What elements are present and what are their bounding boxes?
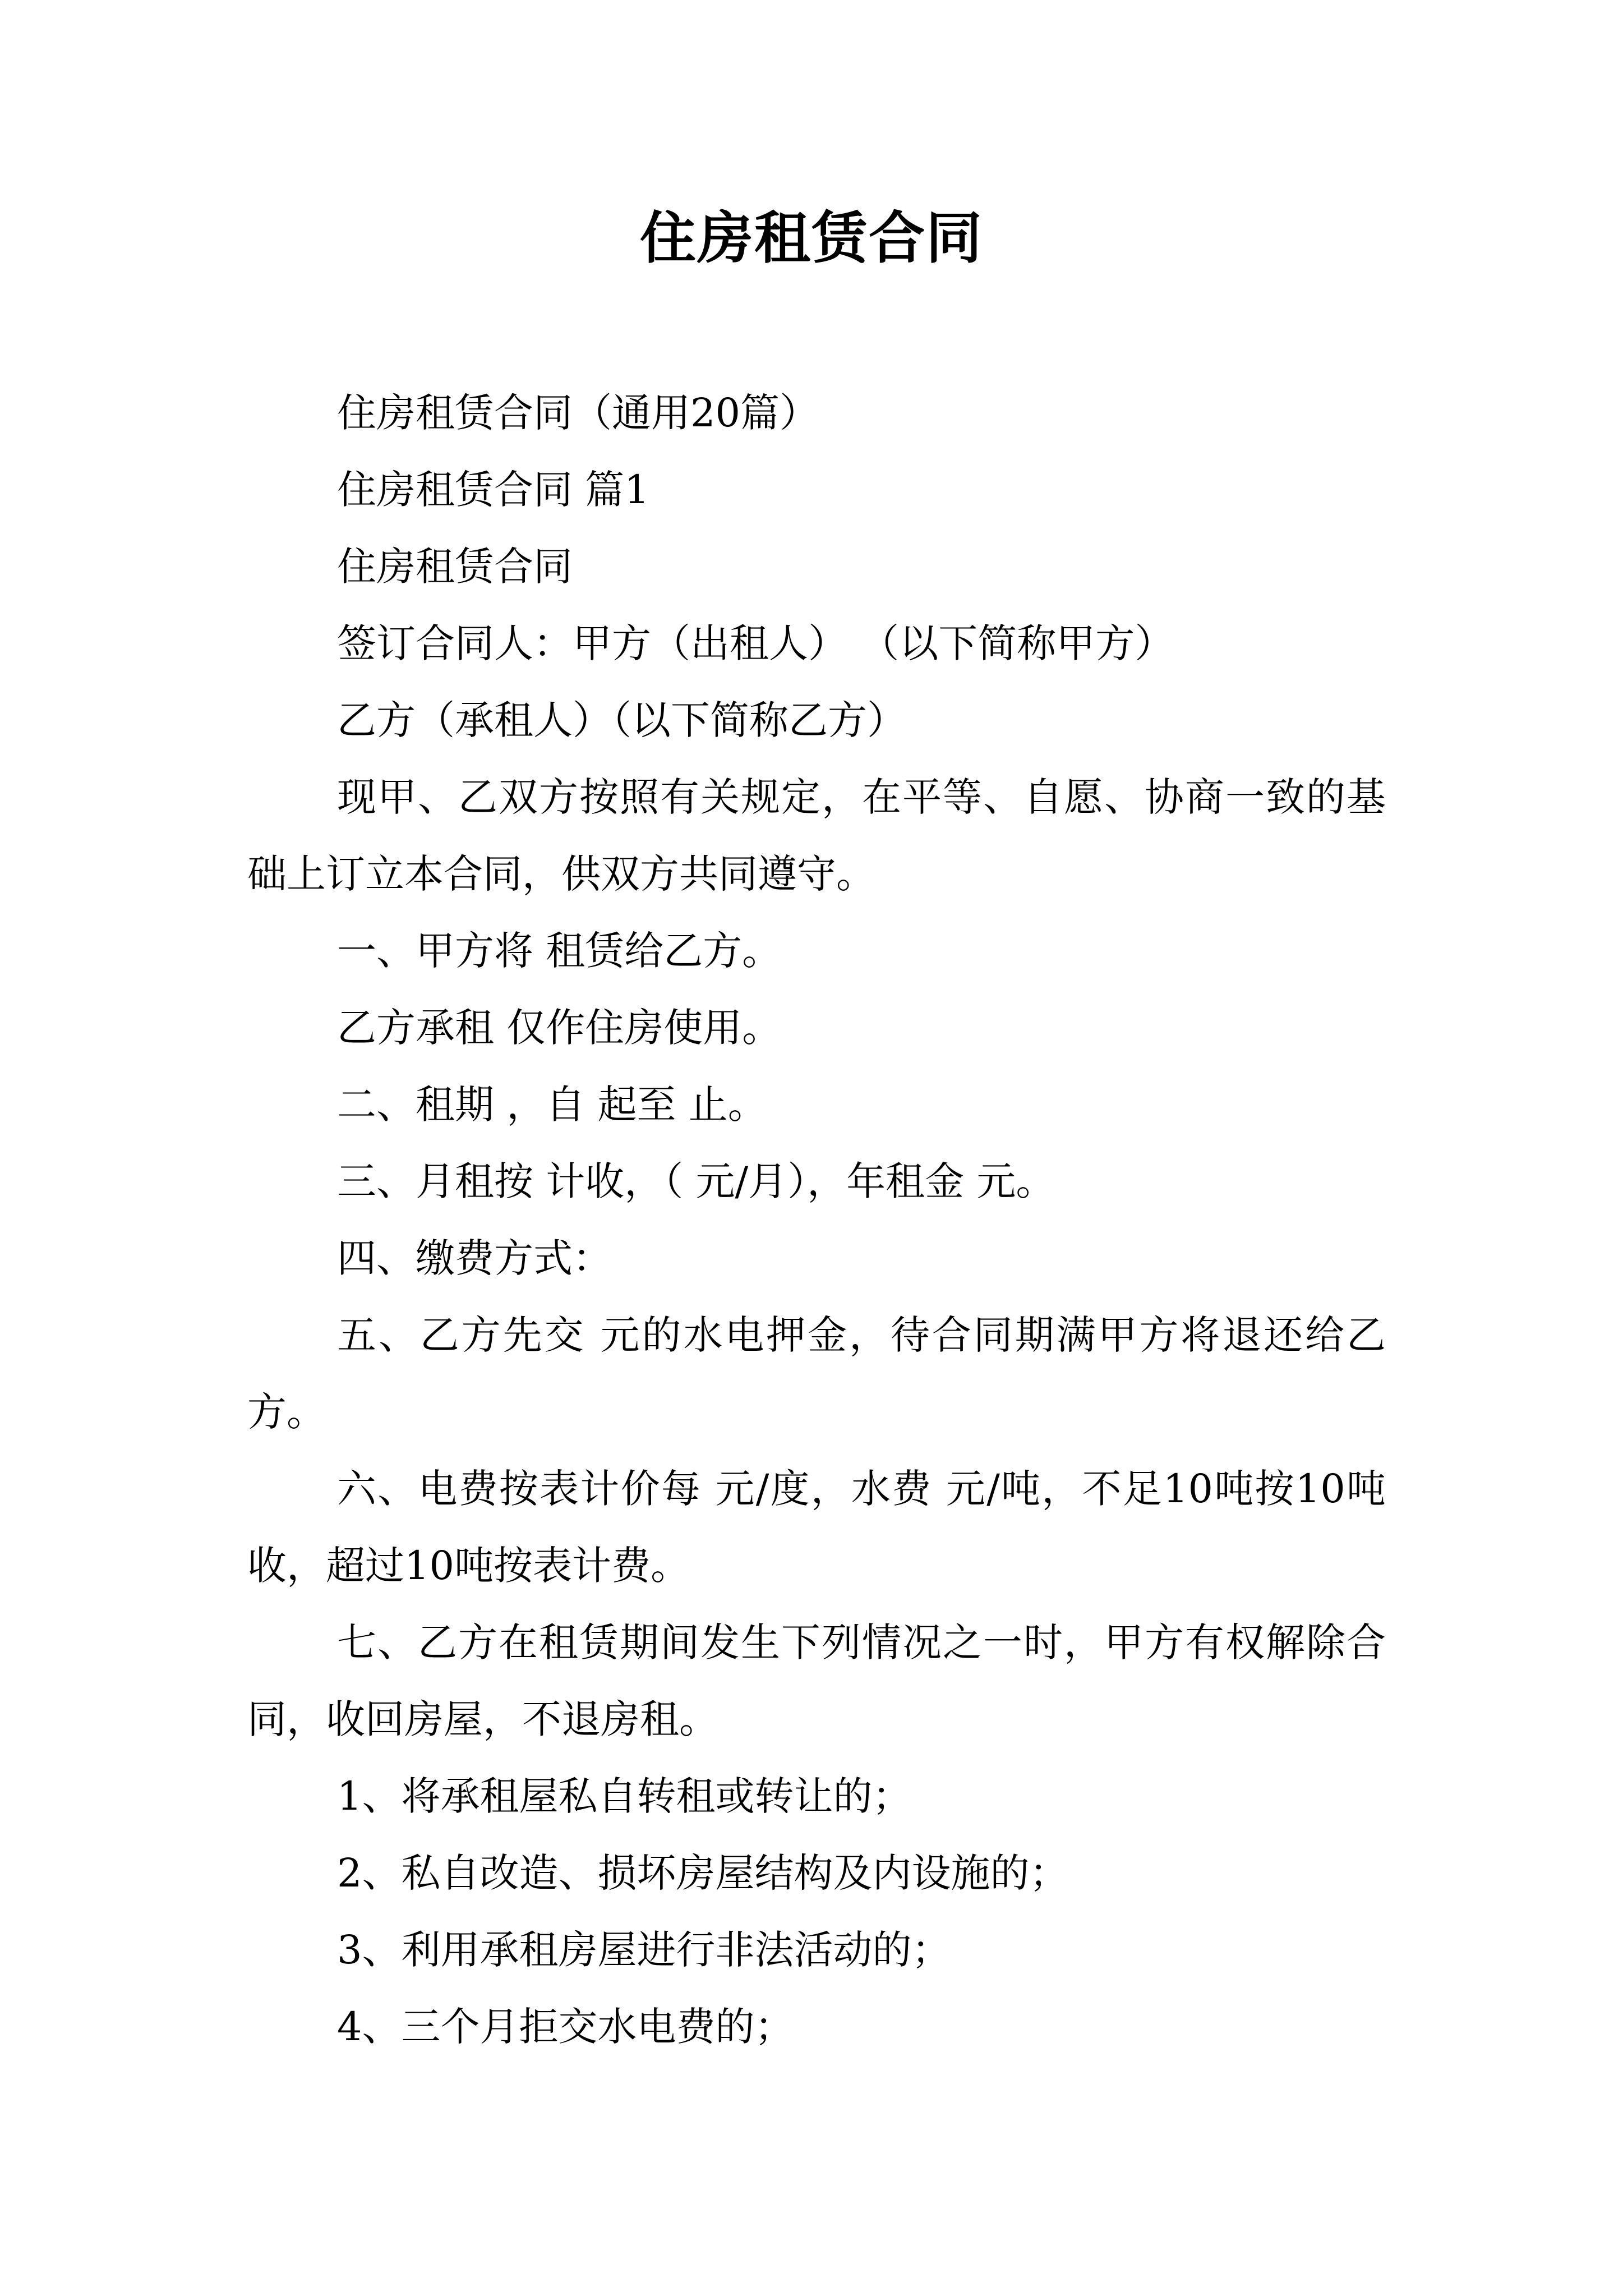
paragraph: 乙方（承租人）（以下简称乙方） xyxy=(337,697,906,743)
paragraph: 住房租赁合同（通用20篇） xyxy=(337,390,819,436)
paragraph: 五、乙方先交 元的水电押金，待合同期满甲方将退还给乙方。 xyxy=(247,1312,1386,1435)
list-item: 2、私自改造、损坏房屋结构及内设施的； xyxy=(337,1850,1069,1896)
paragraph: 住房租赁合同 xyxy=(337,544,573,590)
paragraph: 七、乙方在租赁期间发生下列情况之一时，甲方有权解除合同，收回房屋，不退房租。 xyxy=(247,1619,1386,1742)
paragraph: 乙方承租 仅作住房使用。 xyxy=(337,1005,782,1051)
paragraph: 签订合同人：甲方（出租人） （以下简称甲方） xyxy=(337,620,1174,666)
paragraph: 二、租期 ，自 起至 止。 xyxy=(337,1082,767,1128)
paragraph: 一、甲方将 租赁给乙方。 xyxy=(337,928,782,974)
paragraph: 六、电费按表计价每 元/度，水费 元/吨，不足10吨按10吨收，超过10吨按表计费。 xyxy=(247,1466,1386,1589)
paragraph: 四、缴费方式： xyxy=(337,1235,612,1281)
document-title: 住房租赁合同 xyxy=(640,205,983,271)
list-item: 3、利用承租房屋进行非法活动的； xyxy=(337,1927,951,1973)
list-item: 1、将承租屋私自转租或转让的； xyxy=(337,1773,912,1819)
paragraph: 三、月租按 计收，（ 元/月），年租金 元。 xyxy=(337,1158,1055,1204)
list-item: 4、三个月拒交水电费的； xyxy=(337,2004,794,2050)
paragraph: 现甲、乙双方按照有关规定，在平等、自愿、协商一致的基础上订立本合同，供双方共同遵守。 xyxy=(247,774,1386,897)
document-body xyxy=(247,375,1386,2065)
paragraph: 住房租赁合同 篇1 xyxy=(337,467,649,513)
